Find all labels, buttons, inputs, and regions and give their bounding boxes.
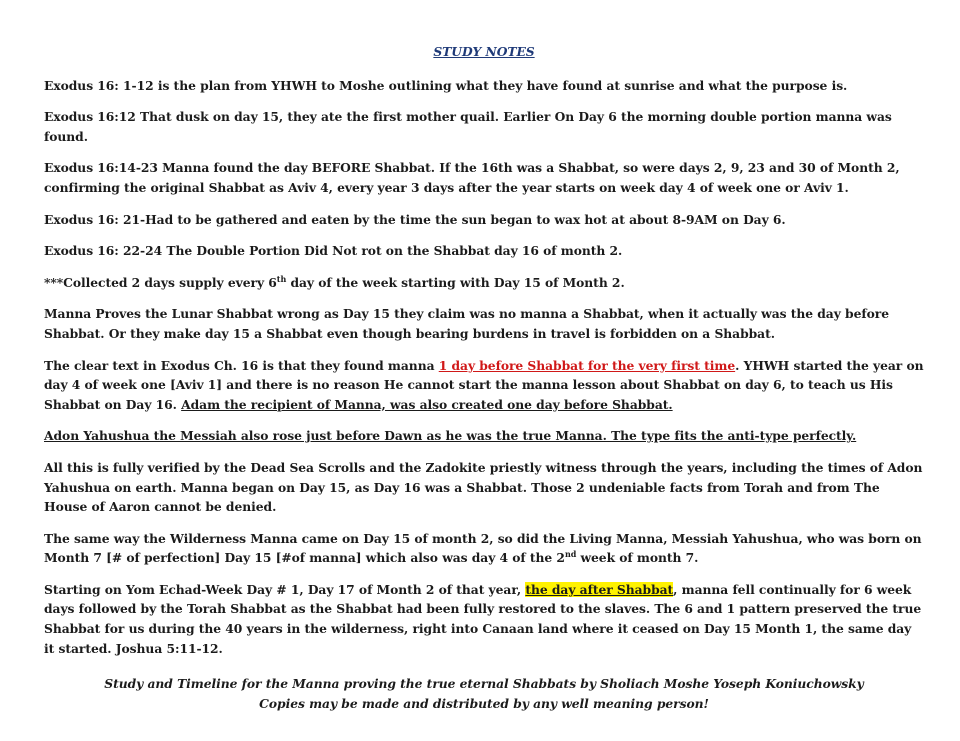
p11-superscript: nd: [564, 549, 577, 560]
page-title: STUDY NOTES: [433, 44, 535, 59]
note-paragraph-7: Manna Proves the Lunar Shabbat wrong as Day 15 they claim was no manna a Shabbat, when it actually was the day before Shabbat. Or they make day 15 a Shabbat even though bearing burdens in travel is forbidden on a Shabbat.: [44, 306, 889, 341]
footer-credits: [44, 674, 924, 713]
note-paragraph-12: [44, 580, 924, 658]
note-paragraph-10: All this is fully verified by the Dead Sea Scrolls and the Zadokite priestly witness through the years, including the times of Adon Yahushua on earth. Manna began on Day 15, as Day 16 was a Shabbat. Those 2 undeniable facts from Torah and from The House of Aaron cannot be denied.: [44, 459, 923, 515]
p6-text-end: day of the week starting with Day 15 of Month 2.: [286, 274, 625, 290]
p8-text-start: The clear text in Exodus Ch. 16 is that they found manna: [44, 357, 439, 373]
p6-text-start: ***Collected 2 days supply every 6: [44, 274, 277, 290]
p11-text-start: The same way the Wilderness Manna came on Day 15 of month 2, so did the Living Manna, Messiah Yahushua, who was born on Month 7 [# of perfection] Day 15 [#of manna] which also was day 4 of the 2: [44, 530, 922, 566]
note-paragraph-8: [44, 356, 924, 415]
red-underlined-phrase: 1 day before Shabbat for the very first time: [438, 357, 736, 373]
p8-text-middle: . YHWH started the year on day 4 of week one [Aviv 1] and there is no reason He cannot start the manna lesson about Shabbat on day 6, to teach us His Shabbat on Day 16.: [44, 357, 924, 412]
note-paragraph-3: Exodus 16:14-23 Manna found the day BEFORE Shabbat. If the 16th was a Shabbat, so were days 2, 9, 23 and 30 of Month 2, confirming the original Shabbat as Aviv 4, every year 3 days after the year starts on week day 4 of week one or Aviv 1.: [44, 160, 900, 195]
note-paragraph-11: [44, 529, 924, 568]
p6-superscript: th: [276, 273, 287, 284]
footer-line-1: Study and Timeline for the Manna proving the true eternal Shabbats by Sholiach Moshe Yoseph Koniuchowsky: [104, 676, 864, 692]
note-paragraph-9: Adon Yahushua the Messiah also rose just before Dawn as he was the true Manna. The type fits the anti-type perfectly.: [44, 428, 857, 444]
note-paragraph-4: Exodus 16: 21-Had to be gathered and eaten by the time the sun began to wax hot at about 8-9AM on Day 6.: [44, 211, 786, 227]
underlined-sentence: Adam the recipient of Manna, was also created one day before Shabbat.: [181, 396, 673, 412]
note-paragraph-6: [44, 273, 924, 293]
p12-text-start: Starting on Yom Echad-Week Day # 1, Day 17 of Month 2 of that year,: [44, 581, 526, 597]
highlighted-phrase: the day after Shabbat: [525, 581, 674, 597]
p12-text-end: , manna fell continually for 6 week days followed by the Torah Shabbat as the Shabbat had been fully restored to the slaves. The 6 and 1 pattern preserved the true Shabbat for us during the 40 years in the wilderness, right into Canaan land where it ceased on Day 15 Month 1, the same day it started. Joshua 5:11-12.: [44, 581, 922, 656]
study-notes-document: [44, 42, 924, 713]
footer-line-2: Copies may be made and distributed by any well meaning person!: [259, 695, 709, 711]
note-paragraph-2: Exodus 16:12 That dusk on day 15, they ate the first mother quail. Earlier On Day 6 the morning double portion manna was found.: [44, 109, 892, 144]
note-paragraph-5: Exodus 16: 22-24 The Double Portion Did Not rot on the Shabbat day 16 of month 2.: [44, 243, 623, 259]
p11-text-end: week of month 7.: [576, 550, 699, 566]
note-paragraph-1: Exodus 16: 1-12 is the plan from YHWH to Moshe outlining what they have found at sunrise and what the purpose is.: [44, 77, 848, 93]
